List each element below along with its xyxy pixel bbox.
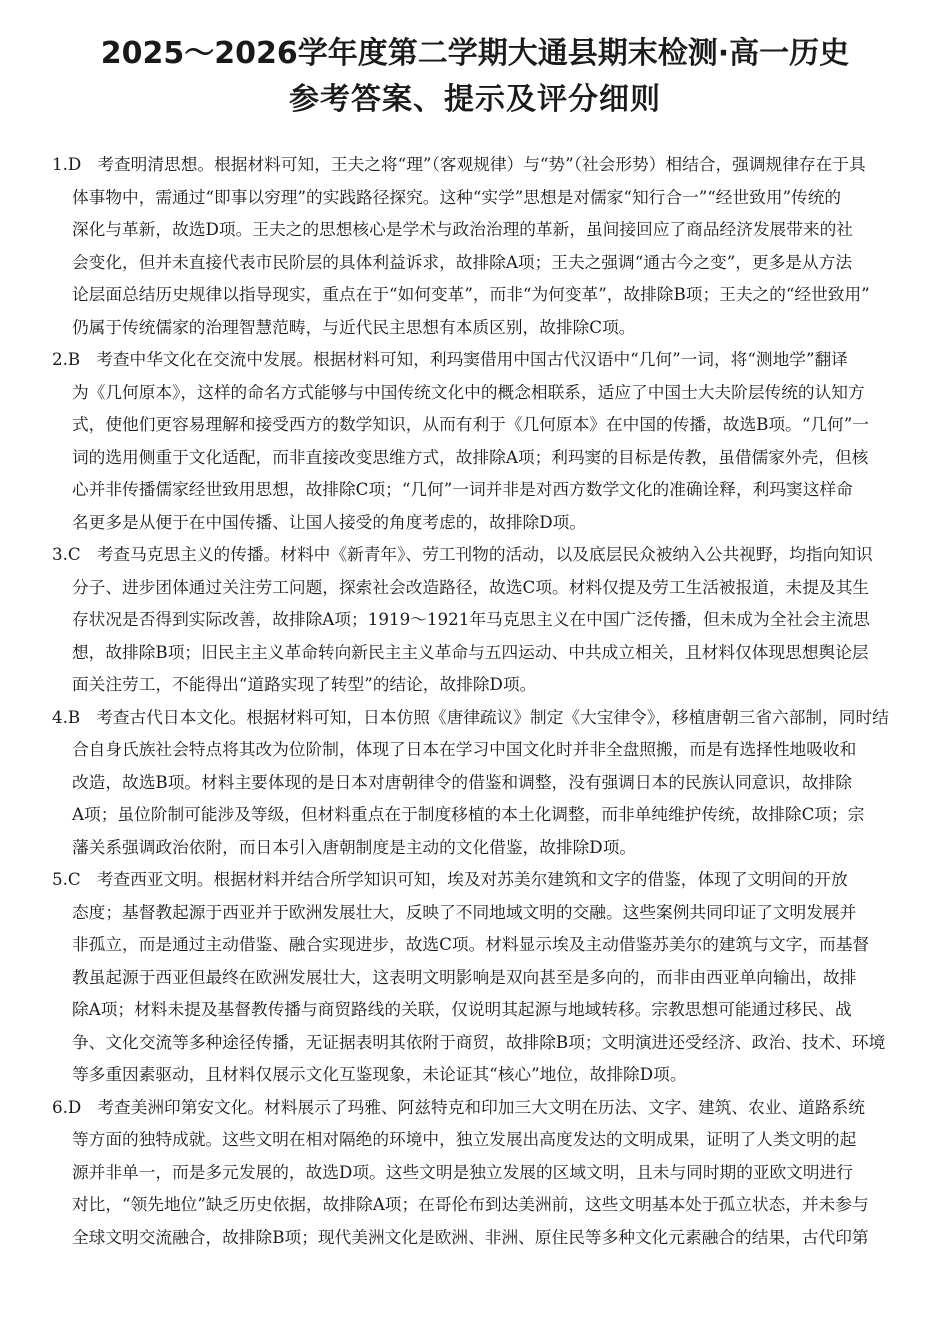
explanation-text: 考查马克思主义的传播。材料中《新青年》、劳工刊物的活动，以及底层民众被纳入公共视野，均指向知识 (96, 544, 873, 564)
answer-item (52, 343, 900, 538)
answer-line (56, 603, 900, 636)
explanation-text: 体事物中，需通过“即事以穷理”的实践路径探究。这种“实学”思想是对儒家“知行合一”“经世致用”传统的 (72, 186, 842, 207)
answer-line (56, 181, 900, 214)
answer-line (56, 473, 900, 506)
explanation-text: 藩关系强调政治依附，而日本引入唐朝制度是主动的文化借鉴，故排除D项。 (72, 836, 637, 857)
question-number: 2. (52, 349, 68, 369)
answer-choice: C (67, 544, 81, 564)
explanation-text: 存状况是否得到实际改善，故排除A项；1919～1921年马克思主义在中国广泛传播，但未成为全社会主流思 (72, 609, 870, 629)
answer-line (56, 376, 900, 409)
explanation-text: 全球文明交流融合，故排除B项；现代美洲文化是欧洲、非洲、原住民等多种文化元素融合的结果，古代印第 (72, 1226, 869, 1247)
answer-line (56, 441, 900, 474)
answer-line (56, 1156, 900, 1189)
answer-line (56, 246, 900, 279)
document-subtitle: 参考答案、提示及评分细则 (289, 82, 661, 117)
answer-choice: B (67, 349, 81, 369)
answer-line (56, 506, 900, 539)
answer-line (52, 1091, 900, 1124)
explanation-text: 论层面总结历史规律以指导现实，重点在于“如何变革”，而非“为何变革”，故排除B项；王夫之的“经世致用” (72, 284, 870, 304)
explanation-text: 会变化，但并未直接代表市民阶层的具体利益诉求，故排除A项；王夫之强调“通古今之变”，更多是从方法 (72, 251, 853, 272)
explanation-text: 等方面的独特成就。这些文明在相对隔绝的环境中，独立发展出高度发达的文明成果，证明了人类文明的起 (72, 1129, 857, 1149)
explanation-text: 合自身氏族社会特点将其改为位阶制，体现了日本在学习中国文化时并非全盘照搬，而是有选择性地吸收和 (72, 739, 857, 759)
answer-item (52, 538, 900, 701)
answer-line (56, 896, 900, 929)
answer-line (52, 148, 900, 181)
answer-line (56, 798, 900, 831)
answer-line (56, 1058, 900, 1091)
explanation-text: 想，故排除B项；旧民主主义革命转向新民主主义革命与五四运动、中共成立相关，且材料仅体现思想舆论层 (72, 641, 869, 662)
explanation-text: 分子、进步团体通过关注劳工问题，探索社会改造路径，故选C项。材料仅提及劳工生活被报道，未提及其生 (72, 576, 870, 597)
answer-line (52, 863, 900, 896)
answer-line (56, 311, 900, 344)
explanation-text: 心并非传播儒家经世致用思想，故排除C项；“几何”一词并非是对西方数学文化的准确诠释，利玛窦这样命 (72, 479, 853, 499)
document-title-text: 2025～2026学年度第二学期大通县期末检测·高一历史 (100, 36, 850, 71)
explanation-text: 源并非单一，而是多元发展的，故选D项。这些文明是独立发展的区域文明，且未与同时期的亚欧文明进行 (72, 1161, 853, 1182)
explanation-text: 非孤立，而是通过主动借鉴、融合实现进步，故选C项。材料显示埃及主动借鉴苏美尔的建筑与文字，而基督 (72, 934, 870, 954)
explanation-text: 除A项；材料未提及基督教传播与商贸路线的关联，仅说明其起源与地域转移。宗教思想可能通过移民、战 (72, 999, 852, 1019)
explanation-text: 考查古代日本文化。根据材料可知，日本仿照《唐律疏议》制定《大宝律令》，移植唐朝三省六部制，同时结 (96, 706, 889, 727)
answer-line (56, 1026, 900, 1059)
answer-list (52, 148, 900, 1253)
answer-line (56, 213, 900, 246)
answer-line (56, 668, 900, 701)
question-number: 3. (52, 544, 68, 564)
answer-line (56, 636, 900, 669)
explanation-text: 为《几何原本》，这样的命名方式能够与中国传统文化中的概念相联系，适应了中国士大夫阶层传统的认知方 (72, 381, 865, 402)
answer-line (56, 1188, 900, 1221)
explanation-text: 考查美洲印第安文化。材料展示了玛雅、阿兹特克和印加三大文明在历法、文字、建筑、农业、道路系统 (97, 1096, 865, 1117)
answer-line (52, 343, 900, 376)
explanation-text: 教虽起源于西亚但最终在欧洲发展壮大，这表明文明影响是双向甚至是多向的，而非由西亚单向输出，故排 (72, 966, 857, 987)
answer-line (52, 701, 900, 734)
explanation-text: 等多重因素驱动，且材料仅展示文化互鉴现象，未论证其“核心”地位，故排除D项。 (72, 1064, 687, 1084)
answer-line (56, 733, 900, 766)
explanation-text: 对比，“领先地位”缺乏历史依据，故排除A项；在哥伦布到达美洲前，这些文明基本处于孤立状态，并未参与 (72, 1194, 869, 1214)
explanation-text: 词的选用侧重于文化适配，而非直接改变思维方式，故排除A项；利玛窦的目标是传教，虽借儒家外壳，但核 (72, 446, 869, 467)
answer-line (52, 538, 900, 571)
answer-line (56, 993, 900, 1026)
answer-line (56, 961, 900, 994)
answer-line (56, 408, 900, 441)
answer-choice: D (67, 1096, 82, 1117)
explanation-text: 深化与革新，故选D项。王夫之的思想核心是学术与政治治理的革新，虽间接回应了商品经济发展带来的社 (72, 219, 853, 239)
answer-item (52, 701, 900, 864)
explanation-text: 式，使他们更容易理解和接受西方的数学知识，从而有利于《几何原本》在中国的传播，故选B项。“几何”一 (72, 414, 869, 434)
answer-item (52, 863, 900, 1091)
explanation-text: 改造，故选B项。材料主要体现的是日本对唐朝律令的借鉴和调整，没有强调日本的民族认同意识，故排除 (72, 771, 852, 792)
answer-line (56, 1123, 900, 1156)
explanation-text: A项；虽位阶制可能涉及等级，但材料重点在于制度移植的本土化调整，而非单纯维护传统，故排除C项；宗 (72, 804, 865, 824)
answer-item (52, 148, 900, 343)
explanation-text: 名更多是从便于在中国传播、让国人接受的角度考虑的，故排除D项。 (72, 511, 587, 532)
explanation-text: 考查明清思想。根据材料可知，王夫之将“理”（客观规律）与“势”（社会形势）相结合，强调规律存在于具 (97, 154, 866, 174)
answer-line (56, 278, 900, 311)
answer-choice: B (67, 706, 81, 727)
answer-line (56, 831, 900, 864)
explanation-text: 面关注劳工，不能得出“道路实现了转型”的结论，故排除D项。 (72, 674, 537, 694)
answer-line (56, 766, 900, 799)
answer-choice: D (67, 154, 82, 174)
question-number: 5. (52, 869, 68, 889)
question-number: 4. (52, 706, 68, 727)
question-number: 1. (52, 154, 68, 174)
answer-line (56, 1221, 900, 1254)
explanation-text: 考查中华文化在交流中发展。根据材料可知，利玛窦借用中国古代汉语中“几何”一词，将“测地学”翻译 (96, 349, 848, 369)
document-title (0, 30, 950, 74)
answer-item (52, 1091, 900, 1254)
explanation-text: 仍属于传统儒家的治理智慧范畴，与近代民主思想有本质区别，故排除C项。 (72, 316, 636, 337)
answer-line (56, 571, 900, 604)
answer-choice: C (67, 869, 81, 889)
question-number: 6. (52, 1096, 68, 1117)
explanation-text: 考查西亚文明。根据材料并结合所学知识可知，埃及对苏美尔建筑和文字的借鉴，体现了文明间的开放 (96, 869, 848, 889)
explanation-text: 争、文化交流等多种途径传播，无证据表明其依附于商贸，故排除B项；文明演进还受经济、政治、技术、环境 (72, 1031, 886, 1052)
answer-line (56, 928, 900, 961)
explanation-text: 态度；基督教起源于西亚并于欧洲发展壮大，反映了不同地域文明的交融。这些案例共同印证了文明发展并 (72, 901, 857, 922)
